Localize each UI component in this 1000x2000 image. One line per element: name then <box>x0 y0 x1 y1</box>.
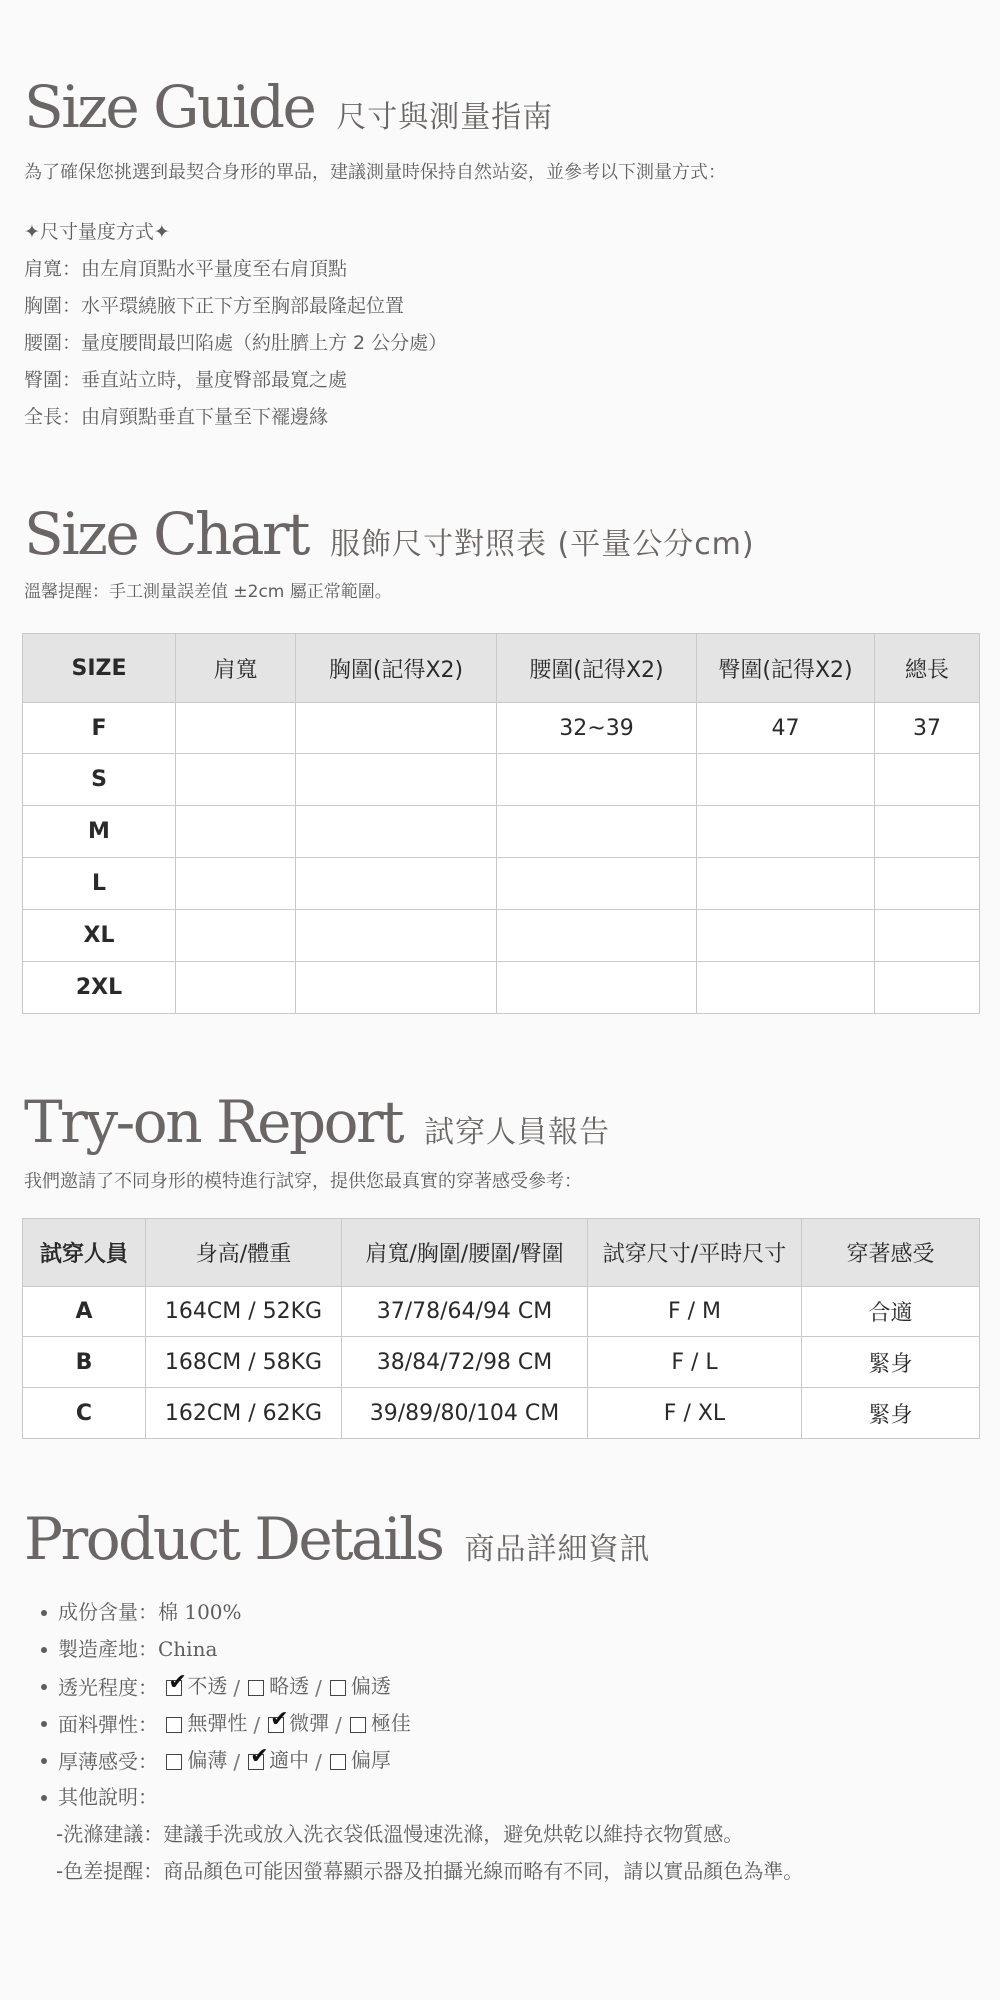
size-label: XL <box>23 910 176 962</box>
table-cell <box>176 910 296 962</box>
table-cell: F / M <box>588 1287 802 1337</box>
tryon-title: Try-on Report <box>24 1088 403 1156</box>
table-cell <box>296 806 497 858</box>
size-label: 2XL <box>23 962 176 1014</box>
stretch-label: 面料彈性： <box>58 1712 158 1737</box>
tryon-intro: 我們邀請了不同身形的模特進行試穿，提供您最真實的穿著感受參考： <box>24 1171 582 1192</box>
table-cell <box>497 962 697 1014</box>
measure-chest: 胸圍：水平環繞腋下正下方至胸部最隆起位置 <box>24 295 405 317</box>
size-chart-section <box>24 500 979 602</box>
size-chart-header: 胸圍(記得X2) <box>296 634 497 703</box>
tryon-header: 肩寬/胸圍/腰圍/臀圍 <box>342 1219 588 1287</box>
table-cell <box>697 754 875 806</box>
list-item: 透光程度： ✔ 不透 / 略透 / 偏透 <box>24 1668 979 1705</box>
tester-label: A <box>23 1287 146 1337</box>
table-cell <box>875 962 980 1014</box>
checked-box-icon: ✔ <box>168 1669 187 1695</box>
size-chart-header: 總長 <box>875 634 980 703</box>
checkbox-icon <box>350 1717 366 1733</box>
tryon-header: 試穿人員 <box>23 1219 146 1287</box>
size-guide-subtitle: 尺寸與測量指南 <box>336 100 554 135</box>
measure-shoulder: 肩寬：由左肩頂點水平量度至右肩頂點 <box>24 258 348 280</box>
measure-method-list <box>24 214 979 436</box>
table-cell <box>697 910 875 962</box>
size-label: L <box>23 858 176 910</box>
table-cell: 162CM / 62KG <box>146 1388 342 1439</box>
table-cell <box>697 858 875 910</box>
table-cell <box>296 754 497 806</box>
size-chart-table <box>22 633 980 1014</box>
size-chart-header: 腰圍(記得X2) <box>497 634 697 703</box>
measure-length: 全長：由肩頸點垂直下量至下襬邊緣 <box>24 406 329 428</box>
checked-box-icon: ✔ <box>270 1706 289 1732</box>
option-label: 極佳 <box>370 1711 411 1735</box>
table-cell: 47 <box>697 703 875 754</box>
checkbox-icon <box>248 1680 264 1696</box>
table-cell <box>176 858 296 910</box>
option-label: 略透 <box>269 1674 310 1698</box>
option-label: 不透 <box>187 1674 228 1698</box>
size-guide-section <box>24 73 979 436</box>
table-cell: 37/78/64/94 CM <box>342 1287 588 1337</box>
table-cell <box>296 962 497 1014</box>
size-label: M <box>23 806 176 858</box>
tryon-header: 穿著感受 <box>802 1219 980 1287</box>
table-cell <box>176 754 296 806</box>
tryon-header-row <box>23 1219 980 1287</box>
size-label: S <box>23 754 176 806</box>
tryon-header: 試穿尺寸/平時尺寸 <box>588 1219 802 1287</box>
table-row <box>23 703 980 754</box>
tryon-header: 身高/體重 <box>146 1219 342 1287</box>
table-cell: F / L <box>588 1337 802 1388</box>
details-title: Product Details <box>24 1505 443 1573</box>
list-item <box>24 1594 979 1631</box>
tryon-heading <box>24 1088 979 1156</box>
option-label: 偏薄 <box>187 1748 228 1772</box>
table-cell <box>176 806 296 858</box>
tester-label: B <box>23 1337 146 1388</box>
color-note: -色差提醒：商品顏色可能因螢幕顯示器及拍攝光線而略有不同，請以實品顏色為準。 <box>56 1859 804 1883</box>
table-cell: 32~39 <box>497 703 697 754</box>
table-cell <box>296 703 497 754</box>
table-cell <box>697 962 875 1014</box>
size-chart-title: Size Chart <box>24 500 308 568</box>
table-cell <box>697 806 875 858</box>
table-cell: F / XL <box>588 1388 802 1439</box>
table-cell <box>875 910 980 962</box>
table-cell <box>875 754 980 806</box>
transparency-option <box>164 1668 227 1705</box>
option-label: 無彈性 <box>187 1711 248 1735</box>
table-row <box>23 1388 980 1439</box>
transparency-option <box>328 1668 391 1705</box>
size-chart-header: 肩寬 <box>176 634 296 703</box>
size-chart-heading <box>24 500 979 568</box>
table-cell <box>497 806 697 858</box>
table-cell: 39/89/80/104 CM <box>342 1388 588 1439</box>
origin-label: 製造產地： <box>58 1637 158 1661</box>
checkbox-icon <box>166 1717 182 1733</box>
table-row <box>23 1337 980 1388</box>
option-label: 適中 <box>269 1748 310 1772</box>
table-cell: 168CM / 58KG <box>146 1337 342 1388</box>
checkbox-icon <box>166 1754 182 1770</box>
table-row <box>23 806 980 858</box>
tester-label: C <box>23 1388 146 1439</box>
table-cell <box>296 858 497 910</box>
measure-method-heading: ✦尺寸量度方式✦ <box>24 221 170 243</box>
table-row <box>23 858 980 910</box>
option-label: 偏透 <box>350 1674 391 1698</box>
tryon-table <box>22 1218 980 1439</box>
table-cell: 37 <box>875 703 980 754</box>
size-chart-header-row <box>23 634 980 703</box>
size-chart-note: 溫馨提醒：手工測量誤差值 ±2cm 屬正常範圍。 <box>24 582 392 602</box>
size-chart-subtitle: 服飾尺寸對照表 (平量公分cm) <box>329 527 755 562</box>
details-section <box>24 1505 979 1890</box>
tryon-subtitle: 試穿人員報告 <box>424 1115 611 1150</box>
table-row <box>23 910 980 962</box>
other-label: 其他說明： <box>58 1785 158 1809</box>
size-guide-title: Size Guide <box>24 73 315 141</box>
material-label: 成份含量： <box>58 1600 158 1624</box>
table-cell <box>176 962 296 1014</box>
list-item: 面料彈性： 無彈性 / ✔ 微彈 / 極佳 <box>24 1705 979 1742</box>
table-cell: 緊身 <box>802 1337 980 1388</box>
table-row <box>23 1287 980 1337</box>
list-item <box>24 1631 979 1668</box>
checkbox-icon <box>330 1680 346 1696</box>
table-cell <box>296 910 497 962</box>
table-cell <box>176 703 296 754</box>
size-guide-heading <box>24 73 979 141</box>
table-cell: 164CM / 52KG <box>146 1287 342 1337</box>
details-subtitle: 商品詳細資訊 <box>464 1532 651 1567</box>
transparency-label: 透光程度： <box>58 1675 158 1700</box>
table-cell: 緊身 <box>802 1388 980 1439</box>
table-cell <box>497 754 697 806</box>
transparency-option <box>246 1668 309 1705</box>
list-item <box>24 1779 979 1816</box>
wash-note: -洗滌建議：建議手洗或放入洗衣袋低溫慢速洗滌，避免烘乾以維持衣物質感。 <box>56 1822 744 1846</box>
table-row <box>23 962 980 1014</box>
table-cell: 38/84/72/98 CM <box>342 1337 588 1388</box>
origin-value: China <box>158 1637 218 1661</box>
stretch-option <box>266 1705 329 1742</box>
stretch-option <box>348 1705 411 1742</box>
details-list <box>24 1594 979 1890</box>
thickness-option <box>328 1742 391 1779</box>
size-guide-intro: 為了確保您挑選到最契合身形的單品，建議測量時保持自然站姿，並參考以下測量方式： <box>24 162 726 183</box>
table-cell <box>875 806 980 858</box>
details-heading <box>24 1505 979 1573</box>
list-item: 厚薄感受： 偏薄 / ✔ 適中 / 偏厚 <box>24 1742 979 1779</box>
option-label: 偏厚 <box>350 1748 391 1772</box>
table-cell: 合適 <box>802 1287 980 1337</box>
checked-box-icon: ✔ <box>250 1743 269 1769</box>
thickness-label: 厚薄感受： <box>58 1749 158 1774</box>
material-value: 棉 100% <box>158 1600 242 1624</box>
thickness-option <box>164 1742 227 1779</box>
table-cell <box>497 858 697 910</box>
thickness-option <box>246 1742 309 1779</box>
option-label: 微彈 <box>289 1711 330 1735</box>
checkbox-icon <box>330 1754 346 1770</box>
table-cell <box>497 910 697 962</box>
size-label: F <box>23 703 176 754</box>
table-row <box>23 754 980 806</box>
table-cell <box>875 858 980 910</box>
measure-hip: 臀圍：垂直站立時，量度臀部最寬之處 <box>24 369 348 391</box>
size-chart-header: SIZE <box>23 634 176 703</box>
size-chart-header: 臀圍(記得X2) <box>697 634 875 703</box>
tryon-section <box>24 1088 979 1193</box>
measure-waist: 腰圍：量度腰間最凹陷處（約肚臍上方 2 公分處） <box>24 332 448 354</box>
stretch-option <box>164 1705 247 1742</box>
